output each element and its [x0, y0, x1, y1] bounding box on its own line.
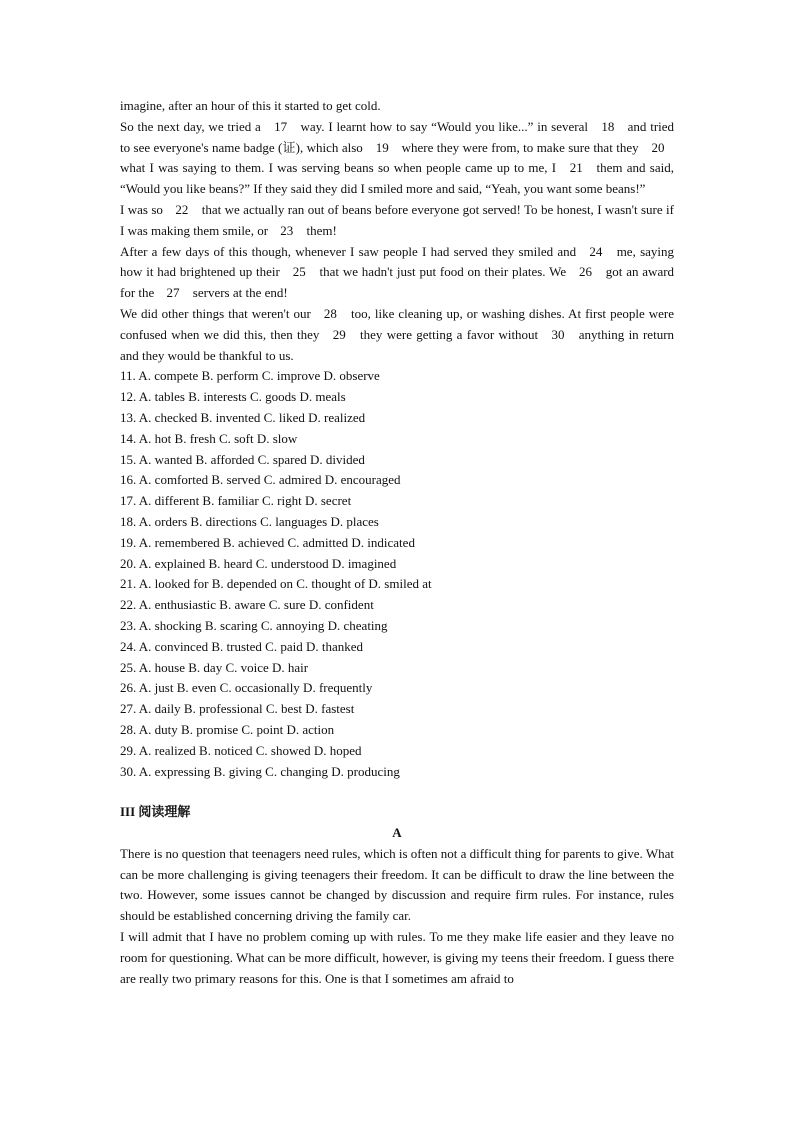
option-line: 11. A. compete B. perform C. improve D. observe — [120, 368, 380, 384]
blank-24: 24 — [589, 243, 603, 259]
option-line: 30. A. expressing B. giving C. changing D. producing — [120, 763, 400, 779]
option-line: 20. A. explained B. heard C. understood D. imagined — [120, 555, 397, 571]
blank-20: 20 — [651, 139, 665, 155]
passage-paragraph-5: We did other things that weren't our 28 too, like cleaning up, or washing dishes. At first people were confused when we did this, then they 29 they were getting a favor without 30 anything in return and they would be thankful to us. — [120, 305, 675, 363]
option-line: 26. A. just B. even C. occasionally D. frequently — [120, 680, 373, 696]
option-line: 17. A. different B. familiar C. right D. secret — [120, 493, 352, 509]
blank-29: 29 — [332, 326, 346, 342]
blank-17: 17 — [274, 118, 288, 134]
passage-paragraph-3: I was so 22 that we actually ran out of beans before everyone got served! To be honest, I wasn't sure if I was making them smile, or 23 them! — [120, 200, 674, 242]
blank-23: 23 — [280, 222, 294, 238]
option-line: 24. A. convinced B. trusted C. paid D. thanked — [120, 638, 363, 654]
option-line: 25. A. house B. day C. voice D. hair — [120, 659, 309, 675]
document-page — [120, 96, 674, 989]
blank-21: 21 — [569, 160, 583, 176]
option-line: 28. A. duty B. promise C. point D. action — [120, 721, 335, 737]
blank-26: 26 — [578, 264, 592, 280]
part-label: A — [392, 825, 402, 841]
option-line: 22. A. enthusiastic B. aware C. sure D. confident — [120, 597, 374, 613]
reading-paragraph-2: I will admit that I have no problem coming up with rules. To me they make life easier and they leave no room for questioning. What can be more difficult, however, is giving my teens their freedom. I guess there are really two primary reasons for this. One is that I sometimes am afraid to — [120, 929, 674, 986]
passage-paragraph-2: So the next day, we tried a 17 way. I learnt how to say “Would you like...” in several 18 and tried to see everyone's name badge (证), which also 19 where they were from, to make sure that they 20 what I was saying to them. I was serving beans so when people came up to me, I 21 them and said, “Would you like beans?” If they said they did I smiled more and said, “Yeah, you want some beans!” — [120, 118, 675, 197]
options-list — [120, 366, 674, 782]
blank-22: 22 — [175, 201, 189, 217]
blank-30: 30 — [551, 326, 565, 342]
option-line: 29. A. realized B. noticed C. showed D. hoped — [120, 742, 362, 758]
section-title: III 阅读理解 — [120, 804, 191, 820]
option-line: 14. A. hot B. fresh C. soft D. slow — [120, 430, 298, 446]
option-line: 27. A. daily B. professional C. best D. fastest — [120, 701, 355, 717]
option-line: 13. A. checked B. invented C. liked D. realized — [120, 409, 366, 425]
option-line: 15. A. wanted B. afforded C. spared D. divided — [120, 451, 365, 467]
blank-19: 19 — [375, 139, 389, 155]
blank-27: 27 — [166, 285, 180, 301]
passage-line-1: imagine, after an hour of this it started to get cold. — [120, 98, 381, 113]
option-line: 21. A. looked for B. depended on C. thought of D. smiled at — [120, 576, 432, 592]
reading-paragraph-1: There is no question that teenagers need rules, which is often not a difficult thing for parents to give. What can be more challenging is giving teenagers their freedom. It can be difficult to draw the line between the two. However, some issues cannot be changed by discussion and require firm rules. For instance, rules should be established concerning driving the family car. — [120, 845, 674, 924]
passage-paragraph-4: After a few days of this though, whenever I saw people I had served they smiled and 24 me, saying how it had brightened up their 25 that we hadn't just put food on their plates. We 26 got an award for the 27 servers at the end! — [120, 242, 674, 304]
option-line: 18. A. orders B. directions C. languages D. places — [120, 513, 379, 529]
option-line: 12. A. tables B. interests C. goods D. meals — [120, 389, 346, 405]
blank-25: 25 — [292, 264, 306, 280]
option-line: 23. A. shocking B. scaring C. annoying D. cheating — [120, 617, 388, 633]
blank-18: 18 — [601, 118, 615, 134]
option-line: 19. A. remembered B. achieved C. admitted D. indicated — [120, 534, 415, 550]
option-line: 16. A. comforted B. served C. admired D. encouraged — [120, 472, 401, 488]
blank-28: 28 — [323, 305, 337, 321]
